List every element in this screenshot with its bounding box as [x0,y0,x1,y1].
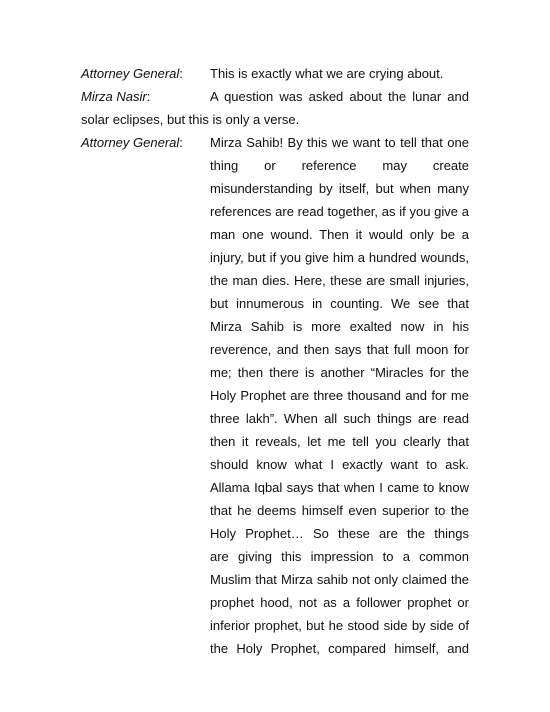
speaker-name: Mirza Nasir [81,89,147,104]
speech-text [210,85,469,108]
speech-line: three lakh”. When all such things are read [210,411,469,426]
speaker-label: Mirza Nasir: [81,89,151,104]
speech-line: Holy Prophet… So these are the things [210,526,469,541]
speech-line: injury, but if you give him a hundred wounds, [210,250,469,265]
speech-line: reverence, and then says that full moon for [210,342,469,357]
speech-line: me; then there is another “Miracles for the [210,365,469,380]
speech-line: but innumerous in counting. We see that [210,296,469,311]
speech-line: then it reveals, let me tell you clearly that [210,434,469,449]
speech-line: A question was asked about the lunar and [210,89,469,104]
transcript-entry [81,85,469,131]
speech-continuation-line: solar eclipses, but this is only a verse. [81,112,300,127]
transcript-entry [81,131,469,660]
speech-line: Mirza Sahib! By this we want to tell that one [210,135,469,150]
speech-line: references are read together, as if you give a [210,204,469,219]
speech-text [210,131,469,660]
transcript-entry [81,62,469,85]
speech-line: This is exactly what we are crying about. [210,66,444,81]
speech-line: thing or reference may create [210,158,469,173]
speech-line: man one wound. Then it would only be a [210,227,469,242]
speech-line: Mirza Sahib is more exalted now in his [210,319,469,334]
speech-line: that he deems himself even superior to the [210,503,469,518]
speech-line: Holy Prophet are three thousand and for me [210,388,469,403]
speaker-label: Attorney General: [81,66,183,81]
speech-line: prophet hood, not as a follower prophet or [210,595,469,610]
speech-line: inferior prophet, but he stood side by side of [210,618,469,633]
speech-line: the Holy Prophet, compared himself, and [210,641,469,656]
speech-line: misunderstanding by itself, but when many [210,181,469,196]
speaker-name: Attorney General [81,135,180,150]
speaker-name: Attorney General [81,66,180,81]
speaker-label: Attorney General: [81,135,183,150]
speech-line: Allama Iqbal says that when I came to know [210,480,469,495]
speech-line: should know what I exactly want to ask. [210,457,469,472]
speech-line: the man dies. Here, these are small injuries, [210,273,469,288]
speech-line: are giving this impression to a common [210,549,469,564]
speech-line: Muslim that Mirza sahib not only claimed the [210,572,469,587]
speech-text [210,62,469,85]
